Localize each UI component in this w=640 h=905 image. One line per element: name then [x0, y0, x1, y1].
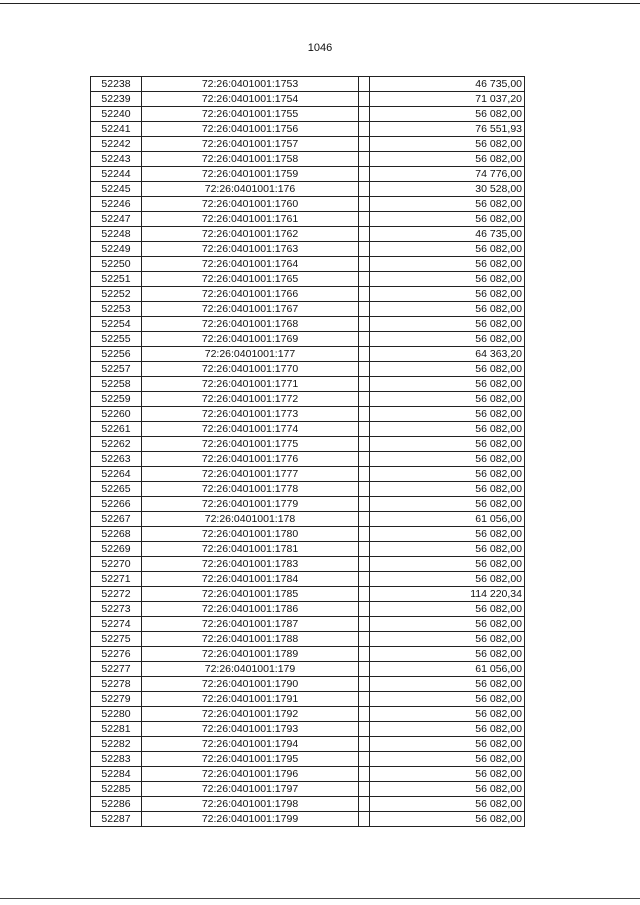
table-row [91, 527, 525, 542]
table-row [91, 182, 525, 197]
cadastral-number-cell: 72:26:0401001:176 [142, 182, 359, 197]
table-row [91, 92, 525, 107]
value-cell: 56 082,00 [370, 332, 525, 347]
table-row [91, 632, 525, 647]
column-gap [359, 257, 370, 272]
cadastral-number-cell: 72:26:0401001:1795 [142, 752, 359, 767]
cadastral-number-cell: 72:26:0401001:1768 [142, 317, 359, 332]
row-number-cell: 52255 [91, 332, 142, 347]
value-cell: 56 082,00 [370, 812, 525, 827]
cadastral-number-cell: 72:26:0401001:177 [142, 347, 359, 362]
cadastral-number-cell: 72:26:0401001:1773 [142, 407, 359, 422]
table-row [91, 482, 525, 497]
cadastral-number-cell: 72:26:0401001:1789 [142, 647, 359, 662]
row-number-cell: 52283 [91, 752, 142, 767]
value-cell: 56 082,00 [370, 422, 525, 437]
cadastral-number-cell: 72:26:0401001:1780 [142, 527, 359, 542]
cadastral-number-cell: 72:26:0401001:1772 [142, 392, 359, 407]
value-cell: 56 082,00 [370, 617, 525, 632]
table-row [91, 227, 525, 242]
table-row [91, 452, 525, 467]
cadastral-number-cell: 72:26:0401001:1771 [142, 377, 359, 392]
row-number-cell: 52256 [91, 347, 142, 362]
table-row [91, 737, 525, 752]
top-edge-line [0, 3, 640, 4]
row-number-cell: 52286 [91, 797, 142, 812]
row-number-cell: 52240 [91, 107, 142, 122]
value-cell: 56 082,00 [370, 107, 525, 122]
cadastral-number-cell: 72:26:0401001:1769 [142, 332, 359, 347]
column-gap [359, 602, 370, 617]
column-gap [359, 512, 370, 527]
table-row [91, 137, 525, 152]
value-cell: 56 082,00 [370, 287, 525, 302]
cadastral-number-cell: 72:26:0401001:1797 [142, 782, 359, 797]
value-cell: 56 082,00 [370, 317, 525, 332]
value-cell: 56 082,00 [370, 392, 525, 407]
bottom-edge-line [0, 898, 640, 899]
table-body [91, 77, 525, 827]
table-row [91, 332, 525, 347]
row-number-cell: 52251 [91, 272, 142, 287]
row-number-cell: 52284 [91, 767, 142, 782]
row-number-cell: 52242 [91, 137, 142, 152]
cadastral-number-cell: 72:26:0401001:1763 [142, 242, 359, 257]
table-row [91, 422, 525, 437]
row-number-cell: 52281 [91, 722, 142, 737]
row-number-cell: 52276 [91, 647, 142, 662]
cadastral-number-cell: 72:26:0401001:1761 [142, 212, 359, 227]
cadastral-number-cell: 72:26:0401001:1774 [142, 422, 359, 437]
column-gap [359, 302, 370, 317]
table-row [91, 212, 525, 227]
column-gap [359, 77, 370, 92]
cadastral-number-cell: 72:26:0401001:1765 [142, 272, 359, 287]
cadastral-number-cell: 72:26:0401001:1784 [142, 572, 359, 587]
table-row [91, 647, 525, 662]
row-number-cell: 52279 [91, 692, 142, 707]
cadastral-number-cell: 72:26:0401001:1786 [142, 602, 359, 617]
column-gap [359, 242, 370, 257]
table-row [91, 602, 525, 617]
row-number-cell: 52260 [91, 407, 142, 422]
column-gap [359, 362, 370, 377]
column-gap [359, 437, 370, 452]
value-cell: 56 082,00 [370, 572, 525, 587]
value-cell: 56 082,00 [370, 632, 525, 647]
cadastral-number-cell: 72:26:0401001:179 [142, 662, 359, 677]
value-cell: 56 082,00 [370, 557, 525, 572]
row-number-cell: 52241 [91, 122, 142, 137]
column-gap [359, 752, 370, 767]
column-gap [359, 497, 370, 512]
table-row [91, 317, 525, 332]
value-cell: 46 735,00 [370, 77, 525, 92]
value-cell: 56 082,00 [370, 797, 525, 812]
table-row [91, 122, 525, 137]
column-gap [359, 587, 370, 602]
column-gap [359, 137, 370, 152]
column-gap [359, 347, 370, 362]
table-row [91, 767, 525, 782]
row-number-cell: 52274 [91, 617, 142, 632]
value-cell: 56 082,00 [370, 647, 525, 662]
table-row [91, 257, 525, 272]
column-gap [359, 167, 370, 182]
value-cell: 56 082,00 [370, 737, 525, 752]
table-row [91, 797, 525, 812]
cadastral-number-cell: 72:26:0401001:1779 [142, 497, 359, 512]
table-row [91, 272, 525, 287]
value-cell: 56 082,00 [370, 602, 525, 617]
row-number-cell: 52270 [91, 557, 142, 572]
column-gap [359, 92, 370, 107]
column-gap [359, 692, 370, 707]
table-row [91, 707, 525, 722]
table-row [91, 677, 525, 692]
table-row [91, 302, 525, 317]
row-number-cell: 52245 [91, 182, 142, 197]
row-number-cell: 52267 [91, 512, 142, 527]
value-cell: 56 082,00 [370, 707, 525, 722]
cadastral-number-cell: 72:26:0401001:1767 [142, 302, 359, 317]
row-number-cell: 52285 [91, 782, 142, 797]
row-number-cell: 52243 [91, 152, 142, 167]
row-number-cell: 52265 [91, 482, 142, 497]
row-number-cell: 52257 [91, 362, 142, 377]
row-number-cell: 52250 [91, 257, 142, 272]
column-gap [359, 647, 370, 662]
table-row [91, 362, 525, 377]
column-gap [359, 317, 370, 332]
row-number-cell: 52253 [91, 302, 142, 317]
column-gap [359, 737, 370, 752]
cadastral-number-cell: 72:26:0401001:1798 [142, 797, 359, 812]
cadastral-number-cell: 72:26:0401001:1756 [142, 122, 359, 137]
row-number-cell: 52262 [91, 437, 142, 452]
row-number-cell: 52280 [91, 707, 142, 722]
table-row [91, 152, 525, 167]
cadastral-number-cell: 72:26:0401001:1791 [142, 692, 359, 707]
value-cell: 56 082,00 [370, 362, 525, 377]
value-cell: 56 082,00 [370, 302, 525, 317]
column-gap [359, 377, 370, 392]
table-row [91, 107, 525, 122]
value-cell: 56 082,00 [370, 692, 525, 707]
row-number-cell: 52287 [91, 812, 142, 827]
cadastral-number-cell: 72:26:0401001:1766 [142, 287, 359, 302]
row-number-cell: 52264 [91, 467, 142, 482]
row-number-cell: 52238 [91, 77, 142, 92]
column-gap [359, 767, 370, 782]
table-row [91, 662, 525, 677]
table-row [91, 557, 525, 572]
cadastral-number-cell: 72:26:0401001:1764 [142, 257, 359, 272]
column-gap [359, 467, 370, 482]
value-cell: 56 082,00 [370, 527, 525, 542]
column-gap [359, 482, 370, 497]
cadastral-number-cell: 72:26:0401001:1799 [142, 812, 359, 827]
table-row [91, 782, 525, 797]
cadastral-number-cell: 72:26:0401001:1776 [142, 452, 359, 467]
column-gap [359, 707, 370, 722]
column-gap [359, 542, 370, 557]
value-cell: 56 082,00 [370, 272, 525, 287]
table-row [91, 242, 525, 257]
page-number: 1046 [307, 42, 333, 54]
column-gap [359, 797, 370, 812]
row-number-cell: 52248 [91, 227, 142, 242]
column-gap [359, 617, 370, 632]
cadastral-number-cell: 72:26:0401001:1794 [142, 737, 359, 752]
value-cell: 46 735,00 [370, 227, 525, 242]
table-row [91, 812, 525, 827]
cadastral-number-cell: 72:26:0401001:1757 [142, 137, 359, 152]
row-number-cell: 52261 [91, 422, 142, 437]
value-cell: 56 082,00 [370, 782, 525, 797]
column-gap [359, 212, 370, 227]
value-cell: 56 082,00 [370, 452, 525, 467]
row-number-cell: 52282 [91, 737, 142, 752]
table-row [91, 407, 525, 422]
row-number-cell: 52263 [91, 452, 142, 467]
table-row [91, 752, 525, 767]
cadastral-number-cell: 72:26:0401001:1753 [142, 77, 359, 92]
table-row [91, 437, 525, 452]
cadastral-number-cell: 72:26:0401001:1777 [142, 467, 359, 482]
cadastral-number-cell: 72:26:0401001:1781 [142, 542, 359, 557]
table-row [91, 377, 525, 392]
column-gap [359, 287, 370, 302]
value-cell: 64 363,20 [370, 347, 525, 362]
row-number-cell: 52272 [91, 587, 142, 602]
cadastral-number-cell: 72:26:0401001:178 [142, 512, 359, 527]
cadastral-number-cell: 72:26:0401001:1762 [142, 227, 359, 242]
value-cell: 56 082,00 [370, 542, 525, 557]
value-cell: 74 776,00 [370, 167, 525, 182]
table-row [91, 392, 525, 407]
column-gap [359, 557, 370, 572]
value-cell: 76 551,93 [370, 122, 525, 137]
value-cell: 56 082,00 [370, 722, 525, 737]
value-cell: 71 037,20 [370, 92, 525, 107]
table-row [91, 722, 525, 737]
table-row [91, 347, 525, 362]
column-gap [359, 662, 370, 677]
cadastral-number-cell: 72:26:0401001:1790 [142, 677, 359, 692]
cadastral-values-table [90, 76, 525, 827]
value-cell: 56 082,00 [370, 677, 525, 692]
column-gap [359, 632, 370, 647]
column-gap [359, 332, 370, 347]
value-cell: 114 220,34 [370, 587, 525, 602]
column-gap [359, 812, 370, 827]
value-cell: 56 082,00 [370, 767, 525, 782]
cadastral-number-cell: 72:26:0401001:1785 [142, 587, 359, 602]
value-cell: 56 082,00 [370, 752, 525, 767]
value-cell: 56 082,00 [370, 497, 525, 512]
table-row [91, 692, 525, 707]
column-gap [359, 122, 370, 137]
column-gap [359, 152, 370, 167]
table-row [91, 497, 525, 512]
cadastral-number-cell: 72:26:0401001:1788 [142, 632, 359, 647]
value-cell: 56 082,00 [370, 242, 525, 257]
value-cell: 56 082,00 [370, 212, 525, 227]
table-row [91, 467, 525, 482]
value-cell: 56 082,00 [370, 482, 525, 497]
table-row [91, 512, 525, 527]
value-cell: 30 528,00 [370, 182, 525, 197]
value-cell: 56 082,00 [370, 467, 525, 482]
table-row [91, 197, 525, 212]
cadastral-number-cell: 72:26:0401001:1759 [142, 167, 359, 182]
cadastral-number-cell: 72:26:0401001:1770 [142, 362, 359, 377]
table-row [91, 77, 525, 92]
column-gap [359, 227, 370, 242]
cadastral-number-cell: 72:26:0401001:1796 [142, 767, 359, 782]
column-gap [359, 107, 370, 122]
row-number-cell: 52275 [91, 632, 142, 647]
column-gap [359, 197, 370, 212]
row-number-cell: 52239 [91, 92, 142, 107]
row-number-cell: 52246 [91, 197, 142, 212]
cadastral-number-cell: 72:26:0401001:1775 [142, 437, 359, 452]
cadastral-number-cell: 72:26:0401001:1792 [142, 707, 359, 722]
column-gap [359, 572, 370, 587]
table-row [91, 287, 525, 302]
column-gap [359, 272, 370, 287]
cadastral-number-cell: 72:26:0401001:1754 [142, 92, 359, 107]
column-gap [359, 677, 370, 692]
column-gap [359, 527, 370, 542]
column-gap [359, 422, 370, 437]
table-row [91, 617, 525, 632]
row-number-cell: 52277 [91, 662, 142, 677]
cadastral-number-cell: 72:26:0401001:1758 [142, 152, 359, 167]
column-gap [359, 392, 370, 407]
value-cell: 56 082,00 [370, 257, 525, 272]
table-row [91, 167, 525, 182]
row-number-cell: 52273 [91, 602, 142, 617]
row-number-cell: 52259 [91, 392, 142, 407]
value-cell: 56 082,00 [370, 407, 525, 422]
row-number-cell: 52269 [91, 542, 142, 557]
table-row [91, 587, 525, 602]
row-number-cell: 52258 [91, 377, 142, 392]
table-row [91, 542, 525, 557]
column-gap [359, 452, 370, 467]
row-number-cell: 52268 [91, 527, 142, 542]
column-gap [359, 782, 370, 797]
value-cell: 56 082,00 [370, 437, 525, 452]
cadastral-number-cell: 72:26:0401001:1783 [142, 557, 359, 572]
row-number-cell: 52266 [91, 497, 142, 512]
value-cell: 56 082,00 [370, 152, 525, 167]
column-gap [359, 407, 370, 422]
row-number-cell: 52271 [91, 572, 142, 587]
row-number-cell: 52249 [91, 242, 142, 257]
value-cell: 56 082,00 [370, 137, 525, 152]
row-number-cell: 52247 [91, 212, 142, 227]
column-gap [359, 722, 370, 737]
value-cell: 56 082,00 [370, 377, 525, 392]
cadastral-number-cell: 72:26:0401001:1787 [142, 617, 359, 632]
cadastral-number-cell: 72:26:0401001:1778 [142, 482, 359, 497]
table-row [91, 572, 525, 587]
value-cell: 61 056,00 [370, 662, 525, 677]
value-cell: 61 056,00 [370, 512, 525, 527]
row-number-cell: 52244 [91, 167, 142, 182]
value-cell: 56 082,00 [370, 197, 525, 212]
cadastral-number-cell: 72:26:0401001:1793 [142, 722, 359, 737]
row-number-cell: 52278 [91, 677, 142, 692]
cadastral-number-cell: 72:26:0401001:1755 [142, 107, 359, 122]
column-gap [359, 182, 370, 197]
row-number-cell: 52254 [91, 317, 142, 332]
row-number-cell: 52252 [91, 287, 142, 302]
cadastral-number-cell: 72:26:0401001:1760 [142, 197, 359, 212]
